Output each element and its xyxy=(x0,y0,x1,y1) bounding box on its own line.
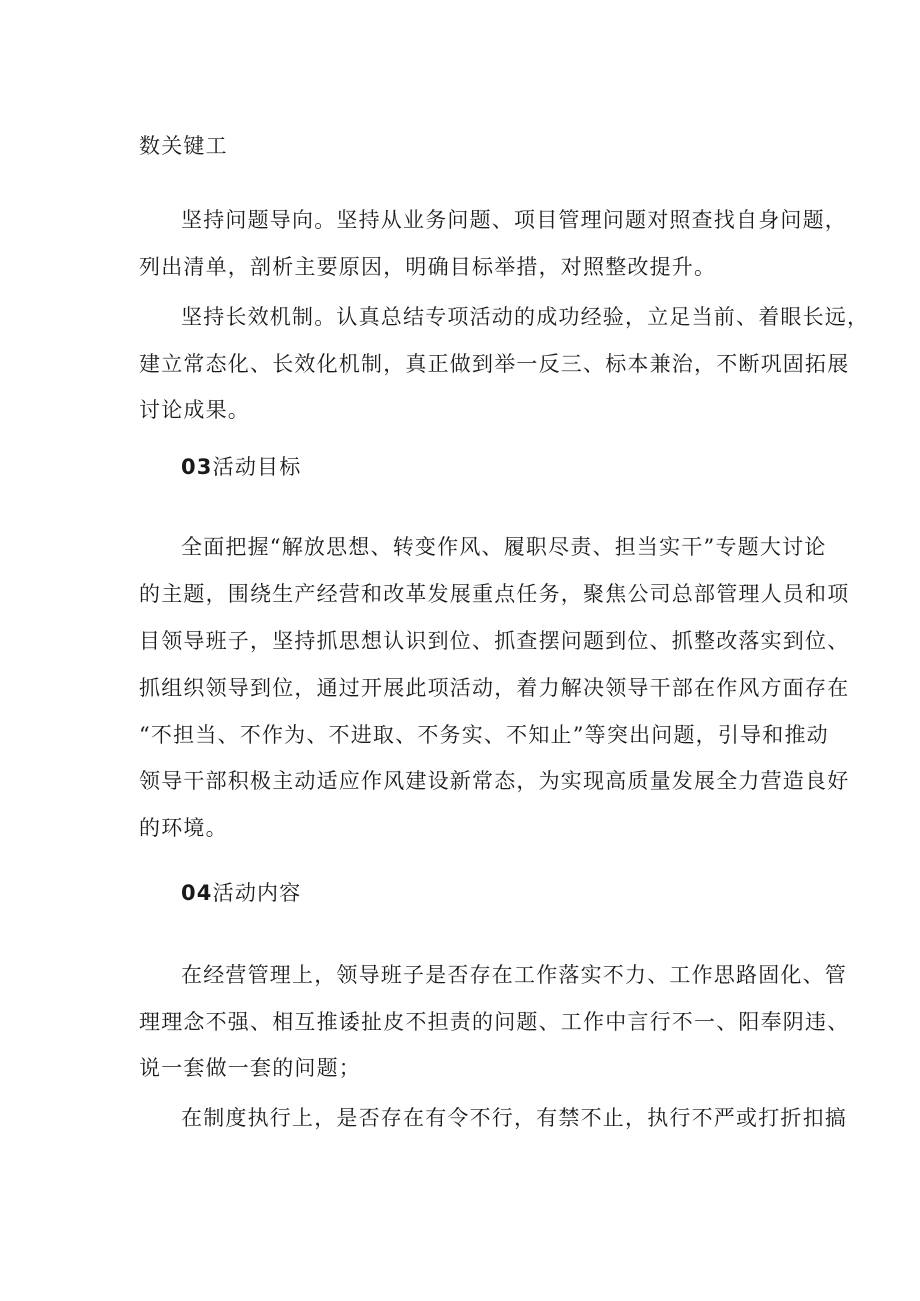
para-goal-line-4: 抓组织领导到位，通过开展此项活动，着力解决领导干部在作风方面存在 xyxy=(139,676,850,700)
section-4-number: 04 xyxy=(181,881,213,905)
section-4-heading xyxy=(181,878,301,908)
para-goal-line-1: 全面把握“解放思想、转变作风、履职尽责、担当实干”专题大讨论 xyxy=(181,535,827,559)
para-problem-line-1: 坚持问题导向。坚持从业务问题、项目管理问题对照查找自身问题， xyxy=(181,208,847,232)
para-management-line-3: 说一套做一套的问题； xyxy=(139,1056,361,1080)
para-goal-line-3: 目领导班子，坚持抓思想认识到位、抓查摆问题到位、抓整改落实到位、 xyxy=(139,629,850,653)
para-system-line-1: 在制度执行上，是否存在有令不行，有禁不止，执行不严或打折扣搞 xyxy=(181,1106,847,1130)
para-mechanism-line-3: 讨论成果。 xyxy=(139,398,250,422)
para-goal-line-2: 的主题，围绕生产经营和改革发展重点任务，聚焦公司总部管理人员和项 xyxy=(139,582,850,606)
para-goal-line-5: “不担当、不作为、不进取、不务实、不知止”等突出问题，引导和推动 xyxy=(139,723,829,747)
page-top-fragment: 数关键工 xyxy=(139,134,228,158)
section-3-number: 03 xyxy=(181,455,213,479)
para-goal-line-6: 领导干部积极主动适应作风建设新常态，为实现高质量发展全力营造良好 xyxy=(139,769,850,793)
para-management-line-2: 理理念不强、相互推诿扯皮不担责的问题、工作中言行不一、阳奉阴违、 xyxy=(139,1010,850,1034)
section-3-title: 活动目标 xyxy=(212,455,302,479)
section-4-title: 活动内容 xyxy=(212,881,302,905)
para-goal-line-7: 的环境。 xyxy=(139,816,228,840)
para-management-line-1: 在经营管理上，领导班子是否存在工作落实不力、工作思路固化、管 xyxy=(181,963,847,987)
para-mechanism-line-1: 坚持长效机制。认真总结专项活动的成功经验，立足当前、着眼长远， xyxy=(181,305,870,329)
para-problem-line-2: 列出清单，剖析主要原因，明确目标举措，对照整改提升。 xyxy=(139,255,717,279)
para-mechanism-line-2: 建立常态化、长效化机制，真正做到举一反三、标本兼治，不断巩固拓展 xyxy=(139,352,850,376)
section-3-heading xyxy=(181,452,301,482)
